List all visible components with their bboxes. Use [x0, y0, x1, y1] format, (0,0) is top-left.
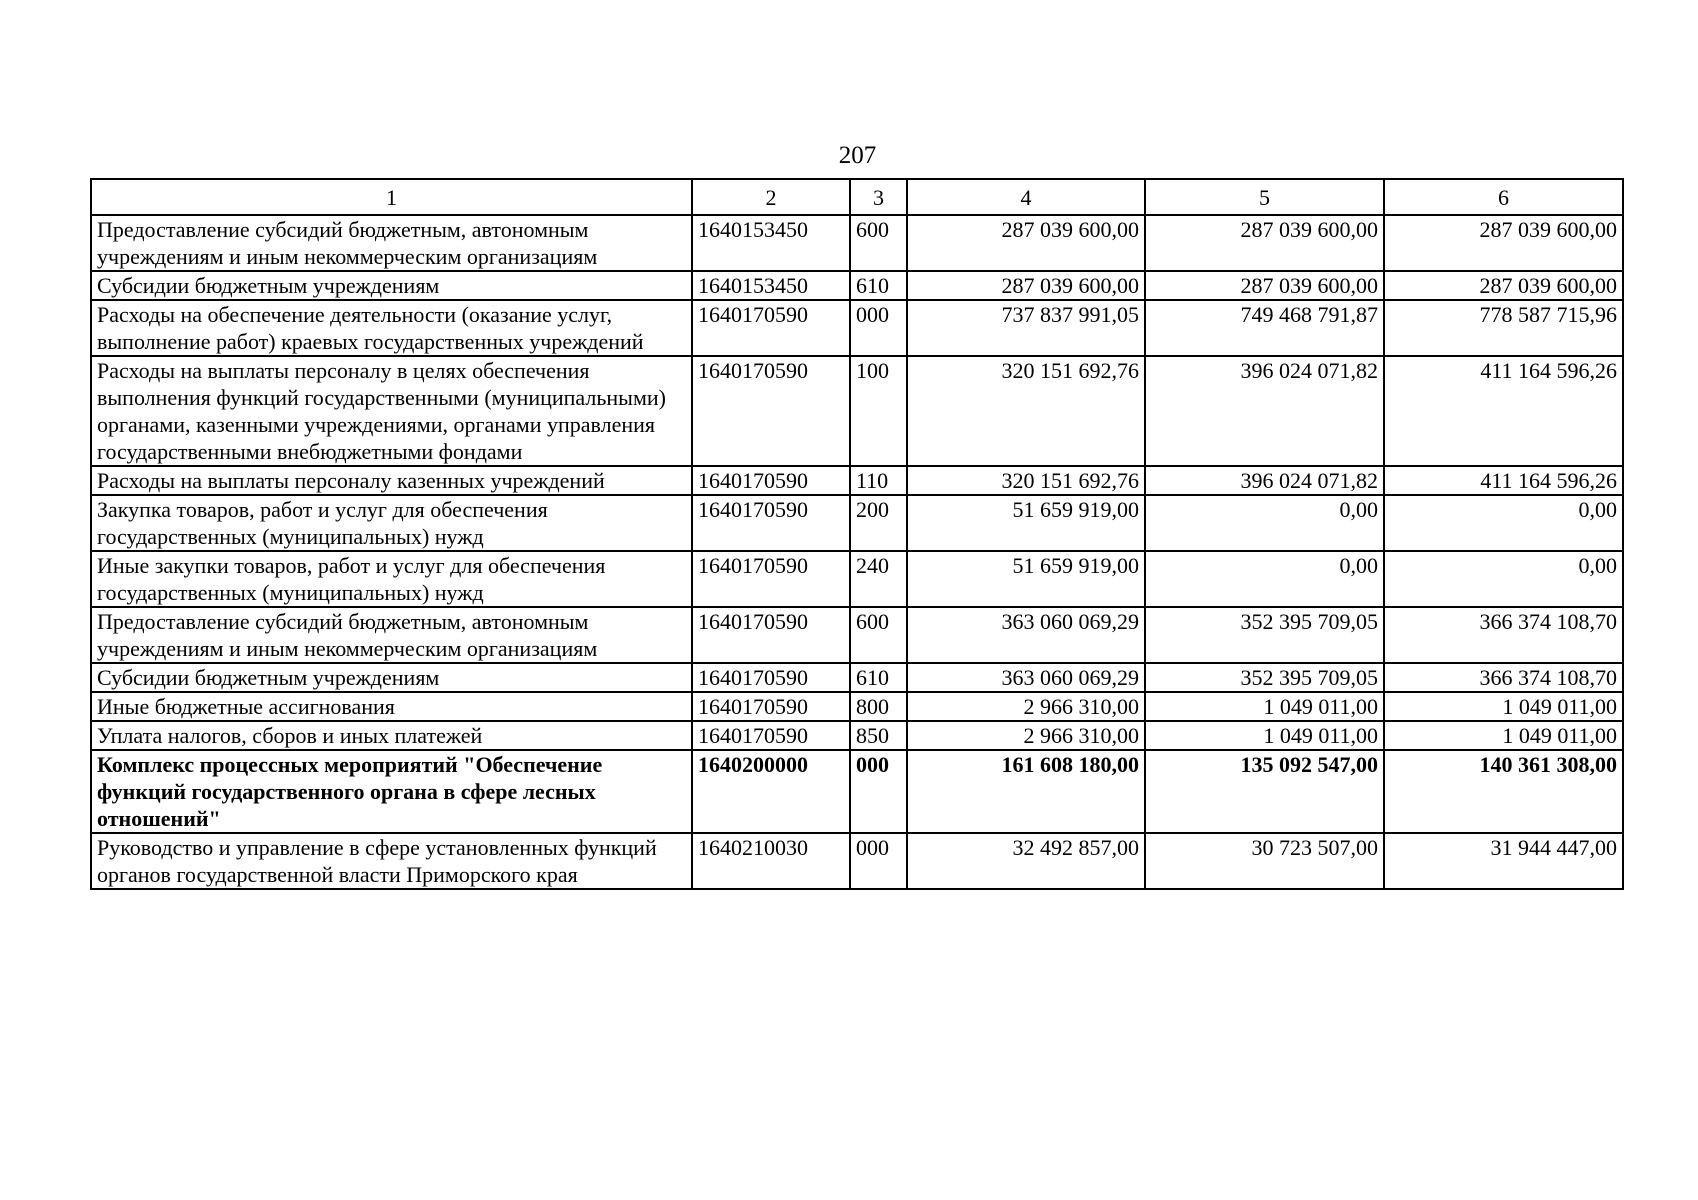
header-col-2: 2: [692, 179, 850, 215]
row-amount-col4: 737 837 991,05: [907, 300, 1145, 356]
table-row: [91, 551, 1623, 607]
row-amount-col4: 32 492 857,00: [907, 833, 1145, 889]
row-amount-col6: 366 374 108,70: [1384, 607, 1623, 663]
row-amount-col6: 0,00: [1384, 495, 1623, 551]
header-col-5: 5: [1145, 179, 1384, 215]
row-amount-col5: 135 092 547,00: [1145, 750, 1384, 833]
table-row: [91, 271, 1623, 300]
row-type-cell: 600: [850, 215, 907, 271]
row-amount-col6: 1 049 011,00: [1384, 721, 1623, 750]
row-amount-col6: 287 039 600,00: [1384, 215, 1623, 271]
table-row: [91, 495, 1623, 551]
row-code-cell: 1640200000: [692, 750, 850, 833]
page-number: 207: [838, 142, 877, 169]
row-code-cell: 1640170590: [692, 466, 850, 495]
row-amount-col4: 161 608 180,00: [907, 750, 1145, 833]
table-row: [91, 833, 1623, 889]
row-name-cell: Расходы на выплаты персоналу в целях обеспечения выполнения функций государственными (муниципальными) органами, казенными учреждениями, органами управления государственными внебюджетными фондами: [91, 356, 692, 466]
row-amount-col4: 287 039 600,00: [907, 271, 1145, 300]
row-type-cell: 000: [850, 833, 907, 889]
row-name-cell: Расходы на выплаты персоналу казенных учреждений: [91, 466, 692, 495]
row-type-cell: 610: [850, 271, 907, 300]
row-amount-col5: 1 049 011,00: [1145, 692, 1384, 721]
row-code-cell: 1640170590: [692, 356, 850, 466]
row-name-cell: Субсидии бюджетным учреждениям: [91, 271, 692, 300]
table-row: [91, 607, 1623, 663]
row-amount-col6: 778 587 715,96: [1384, 300, 1623, 356]
row-code-cell: 1640170590: [692, 300, 850, 356]
table-row: [91, 215, 1623, 271]
row-code-cell: 1640170590: [692, 551, 850, 607]
row-amount-col5: 0,00: [1145, 551, 1384, 607]
row-amount-col5: 30 723 507,00: [1145, 833, 1384, 889]
table-row: [91, 692, 1623, 721]
budget-table: [90, 178, 1624, 890]
row-amount-col4: 320 151 692,76: [907, 466, 1145, 495]
row-name-cell: Руководство и управление в сфере установленных функций органов государственной власти Приморского края: [91, 833, 692, 889]
row-type-cell: 800: [850, 692, 907, 721]
header-row: [91, 179, 1623, 215]
row-type-cell: 240: [850, 551, 907, 607]
row-type-cell: 000: [850, 750, 907, 833]
row-amount-col5: 1 049 011,00: [1145, 721, 1384, 750]
row-amount-col4: 51 659 919,00: [907, 551, 1145, 607]
row-name-cell: Уплата налогов, сборов и иных платежей: [91, 721, 692, 750]
row-amount-col4: 2 966 310,00: [907, 721, 1145, 750]
table-row: [91, 663, 1623, 692]
row-amount-col6: 1 049 011,00: [1384, 692, 1623, 721]
row-code-cell: 1640170590: [692, 495, 850, 551]
row-name-cell: Предоставление субсидий бюджетным, автономным учреждениям и иным некоммерческим организациям: [91, 607, 692, 663]
row-amount-col4: 287 039 600,00: [907, 215, 1145, 271]
row-code-cell: 1640153450: [692, 215, 850, 271]
row-type-cell: 000: [850, 300, 907, 356]
row-type-cell: 610: [850, 663, 907, 692]
row-amount-col5: 396 024 071,82: [1145, 466, 1384, 495]
row-type-cell: 600: [850, 607, 907, 663]
row-amount-col6: 366 374 108,70: [1384, 663, 1623, 692]
row-amount-col6: 411 164 596,26: [1384, 356, 1623, 466]
row-name-cell: Субсидии бюджетным учреждениям: [91, 663, 692, 692]
row-amount-col6: 31 944 447,00: [1384, 833, 1623, 889]
row-type-cell: 850: [850, 721, 907, 750]
header-col-1: 1: [91, 179, 692, 215]
row-amount-col4: 51 659 919,00: [907, 495, 1145, 551]
table-body: [91, 215, 1623, 889]
row-amount-col6: 287 039 600,00: [1384, 271, 1623, 300]
row-amount-col5: 352 395 709,05: [1145, 663, 1384, 692]
row-name-cell: Комплекс процессных мероприятий "Обеспечение функций государственного органа в сфере лесных отношений": [91, 750, 692, 833]
row-code-cell: 1640170590: [692, 607, 850, 663]
row-amount-col5: 287 039 600,00: [1145, 215, 1384, 271]
table-row: [91, 466, 1623, 495]
row-amount-col5: 396 024 071,82: [1145, 356, 1384, 466]
row-amount-col5: 352 395 709,05: [1145, 607, 1384, 663]
row-amount-col5: 0,00: [1145, 495, 1384, 551]
row-amount-col5: 749 468 791,87: [1145, 300, 1384, 356]
row-code-cell: 1640170590: [692, 721, 850, 750]
row-amount-col4: 320 151 692,76: [907, 356, 1145, 466]
header-col-6: 6: [1384, 179, 1623, 215]
header-col-3: 3: [850, 179, 907, 215]
row-code-cell: 1640210030: [692, 833, 850, 889]
row-code-cell: 1640153450: [692, 271, 850, 300]
table-row: [91, 721, 1623, 750]
row-name-cell: Расходы на обеспечение деятельности (оказание услуг, выполнение работ) краевых государственных учреждений: [91, 300, 692, 356]
row-amount-col4: 363 060 069,29: [907, 663, 1145, 692]
row-amount-col5: 287 039 600,00: [1145, 271, 1384, 300]
row-name-cell: Иные закупки товаров, работ и услуг для обеспечения государственных (муниципальных) нужд: [91, 551, 692, 607]
row-name-cell: Иные бюджетные ассигнования: [91, 692, 692, 721]
table-row: [91, 356, 1623, 466]
row-type-cell: 100: [850, 356, 907, 466]
row-code-cell: 1640170590: [692, 692, 850, 721]
row-amount-col6: 0,00: [1384, 551, 1623, 607]
row-amount-col4: 363 060 069,29: [907, 607, 1145, 663]
row-amount-col6: 140 361 308,00: [1384, 750, 1623, 833]
row-name-cell: Предоставление субсидий бюджетным, автономным учреждениям и иным некоммерческим организациям: [91, 215, 692, 271]
table-row: [91, 750, 1623, 833]
row-code-cell: 1640170590: [692, 663, 850, 692]
header-col-4: 4: [907, 179, 1145, 215]
row-name-cell: Закупка товаров, работ и услуг для обеспечения государственных (муниципальных) нужд: [91, 495, 692, 551]
row-amount-col6: 411 164 596,26: [1384, 466, 1623, 495]
row-type-cell: 200: [850, 495, 907, 551]
row-type-cell: 110: [850, 466, 907, 495]
table-row: [91, 300, 1623, 356]
row-amount-col4: 2 966 310,00: [907, 692, 1145, 721]
